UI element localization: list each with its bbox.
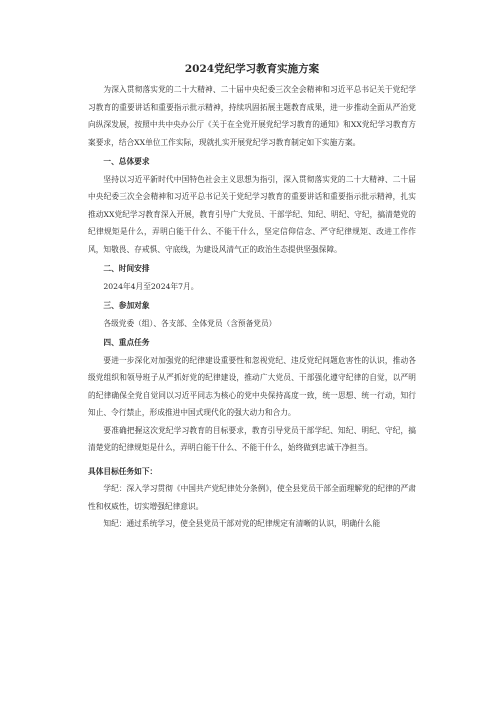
intro-paragraph: 为深入贯彻落实党的二十大精神、二十届中央纪委三次全会精神和习近平总书记关于党纪学习教育的重要讲话和重要指示批示精神，持续巩固拓展主题教育成果，进一步推动全面从严治党向纵深发展，按照中共中央办公厅《关于在全党开展党纪学习教育的通知》和XX党纪学习教育方案要求，结合XX单位工作实际，现就扎实开展党纪学习教育制定如下实施方案。	[88, 85, 416, 147]
section-heading-general-requirements: 一、总体要求	[103, 157, 150, 166]
participants-paragraph: 各级党委（组）、各支部、全体党员（含预备党员）	[103, 318, 277, 328]
key-tasks-paragraph-1: 要进一步深化对加强党的纪律建设重要性和忽视党纪、违反党纪问题危害性的认识，推动各级党组织和领导班子从严抓好党的纪律建设，推动广大党员、干部强化遵守纪律的自觉，以严明的纪律确保全党自觉同以习近平同志为核心的党中央保持高度一致，统一思想、统一行动，知行知止、令行禁止，形成推进中国式现代化的强大动力和合力。	[88, 355, 416, 417]
schedule-paragraph: 2024年4月至2024年7月。	[103, 281, 199, 291]
targets-heading: 具体目标任务如下：	[88, 466, 158, 476]
document-title: 2024党纪学习教育实施方案	[184, 63, 320, 75]
section-heading-participants: 三、参加对象	[103, 301, 150, 310]
general-requirements-paragraph: 坚持以习近平新时代中国特色社会主义思想为指引，深入贯彻落实党的二十大精神、二十届中央纪委三次全会精神和习近平总书记关于党纪学习教育的重要讲话和重要指示批示精神，扎实推动XX党纪学习教育深入开展，教育引导广大党员、干部学纪、知纪、明纪、守纪，搞清楚党的纪律规矩是什么，弄明白能干什么、不能干什么，坚定信仰信念、严守纪律规矩、改进工作作风，知敬畏、存戒惧、守底线，为建设风清气正的政治生态提供坚强保障。	[88, 174, 416, 254]
section-heading-schedule: 二、时间安排	[103, 264, 150, 273]
key-tasks-paragraph-2: 要准确把握这次党纪学习教育的目标要求，教育引导党员干部学纪、知纪、明纪、守纪，搞清楚党的纪律规矩是什么，弄明白能干什么、不能干什么，始终做到忠诚干净担当。	[88, 425, 416, 452]
document-body	[88, 62, 416, 533]
target-know-paragraph: 知纪：通过系统学习，使全县党员干部对党的纪律规定有清晰的认识，明确什么能	[103, 519, 381, 528]
target-study-paragraph: 学纪：深入学习贯彻《中国共产党纪律处分条例》，使全县党员干部全面理解党的纪律的严肃性和权威性，切实增强纪律意识。	[88, 484, 416, 511]
section-heading-key-tasks: 四、重点任务	[103, 338, 150, 347]
